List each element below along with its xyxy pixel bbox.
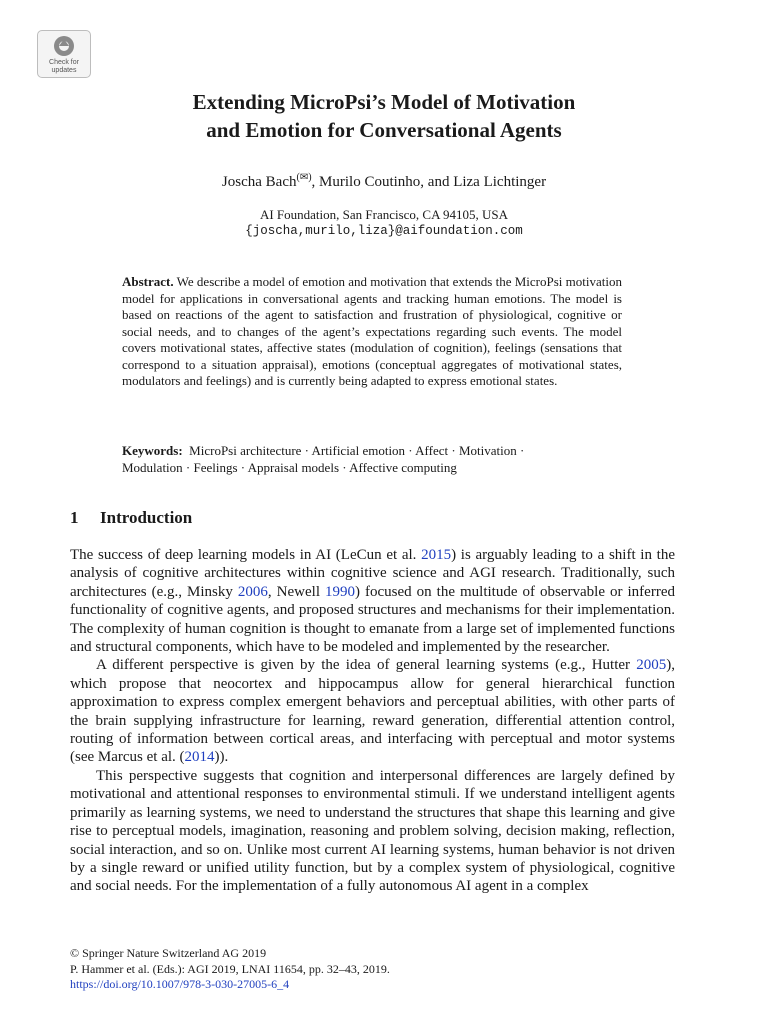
badge-label: Check for updates <box>49 59 79 74</box>
author-rest: , Murilo Coutinho, and Liza Lichtinger <box>311 174 547 190</box>
body-text <box>70 546 675 896</box>
section-title: Introduction <box>100 508 193 527</box>
author-list <box>0 172 768 191</box>
author-first: Joscha Bach <box>221 174 297 190</box>
text-run: The success of deep learning models in AI (LeCun et al. <box>70 547 422 563</box>
keywords-line-2: Modulation · Feelings · Appraisal models · Affective computing <box>122 459 457 475</box>
title-line-2: and Emotion for Conversational Agents <box>206 118 562 142</box>
check-for-updates-badge[interactable] <box>37 30 91 78</box>
title-line-1: Extending MicroPsi’s Model of Motivation <box>192 90 576 114</box>
paragraph-2 <box>70 656 675 766</box>
section-number: 1 <box>70 508 79 527</box>
paragraph-3: This perspective suggests that cognition and interpersonal differences are largely defined by motivational and attentional responses to environmental stimuli. If we understand intelligent agents primarily as learning systems, we need to understand the structures that shape this learning and give rise to perceptual models, imagination, reasoning and problem solving, decision making, reflection, social interaction, and so on. Unlike most current AI learning systems, human behavior is not driven by a single reward or unified utility function, but by a complex system of physiological, cognitive and social needs. For the implementation of a fully autonomous AI agent in a complex <box>70 767 675 895</box>
citation-link[interactable]: 1990 <box>325 583 355 600</box>
paper-title <box>0 88 768 144</box>
affiliation-org: AI Foundation, San Francisco, CA 94105, USA <box>259 207 509 222</box>
keywords <box>122 443 622 476</box>
copyright-line: © Springer Nature Switzerland AG 2019 <box>70 946 267 960</box>
update-circle-icon <box>52 34 76 58</box>
keywords-line-1: MicroPsi architecture · Artificial emotion · Affect · Motivation · <box>189 443 525 458</box>
citation-link[interactable]: 2005 <box>636 657 667 674</box>
text-run: , Newell <box>267 583 325 600</box>
citation-link[interactable]: 2015 <box>421 547 452 563</box>
doi-link[interactable]: https://doi.org/10.1007/978-3-030-27005-6_4 <box>70 977 290 991</box>
text-run: A different perspective is given by the idea of general learning systems (e.g., Hutter <box>96 657 637 674</box>
citation-link[interactable]: 2006 <box>237 583 268 600</box>
citation-line: P. Hammer et al. (Eds.): AGI 2019, LNAI 11654, pp. 32–43, 2019. <box>70 961 390 976</box>
affiliation-block <box>0 206 768 240</box>
paragraph-1 <box>70 546 675 656</box>
abstract-text: We describe a model of emotion and motivation that extends the MicroPsi motivation model for applications in conversational agents and tracking human emotions. The model is based on reactions of the agent to satisfaction and frustration of physiological, cognitive or social needs, and to changes of the agent’s expectations regarding such events. The model covers motivational states, affective states (modulation of cognition), feelings (sensations that correspond to a situation appraisal), emotions (conceptual aggregates of motivational states, modulators and feelings) and is currently being adapted to express emotional states. <box>122 274 622 388</box>
author-emails: {joscha,murilo,liza}@aifoundation.com <box>245 224 523 238</box>
text-run: ) is arguably leading to a shift in the analysis of cognitive architectures within cognitive science and AGI research. Traditionally, such architectures (e.g., Minsky <box>70 547 675 600</box>
section-heading <box>70 508 192 528</box>
text-run: ), which propose that neocortex and hippocampus allow for general hierarchical function approximation to express complex emergent behaviors and perceptual abilities, with other parts of the brain supplying infrastructure for learning, reward generation, differential attention control, routing of information between cortical areas, and interfacing with perceptual and motor systems (see Marcus et al. ( <box>70 657 675 766</box>
corresponding-author-mark: (✉) <box>296 172 312 183</box>
keywords-label: Keywords: <box>122 443 183 458</box>
abstract-label: Abstract. <box>122 274 174 289</box>
abstract <box>122 274 622 390</box>
footer-notice <box>70 946 390 993</box>
citation-link[interactable]: 2014 <box>184 749 215 766</box>
text-run: ) focused on the multitude of observable or inferred functionality of cognitive agents, and proposed structures and mechanisms for their implementation. The complexity of human cognition is thought to emanate from a large set of implemented functions and structural components, which have to be modeled and implemented by the researcher. <box>70 583 675 656</box>
text-run: )). <box>214 749 229 766</box>
